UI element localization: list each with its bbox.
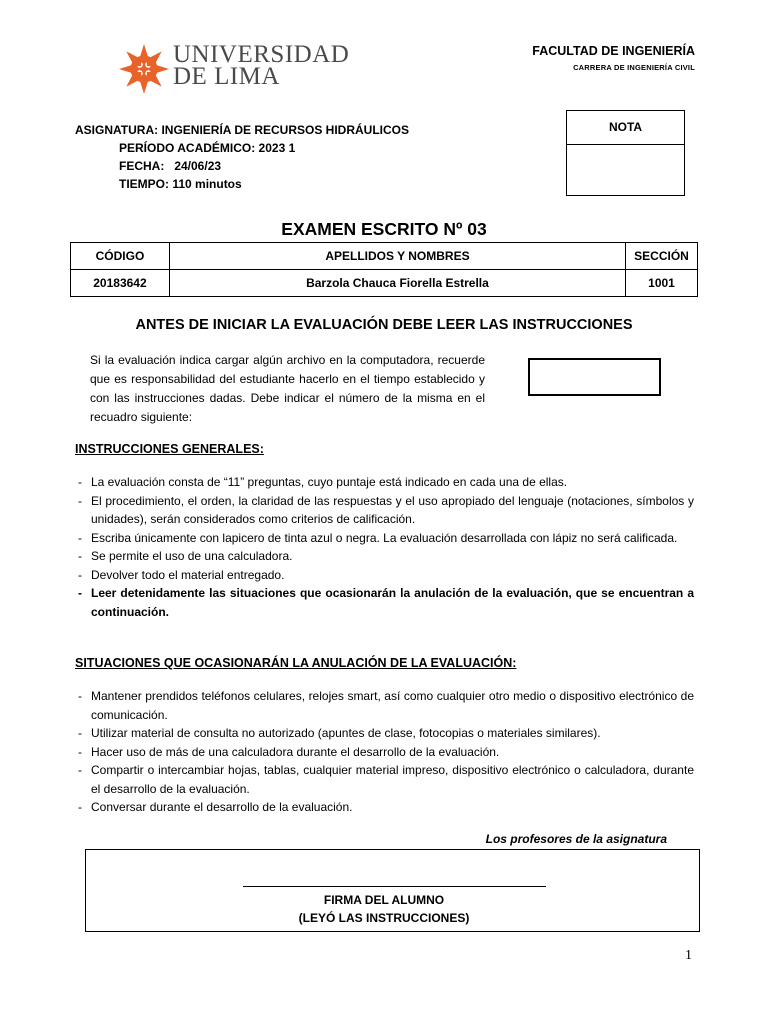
star-emblem-icon: [117, 42, 171, 96]
list-item: - Se permite el uso de una calculadora.: [78, 547, 694, 566]
signature-label: FIRMA DEL ALUMNO: [323, 893, 445, 907]
list-item: - Escriba únicamente con lapicero de tinta azul o negra. La evaluación desarrollada con lápiz no será calificada.: [78, 529, 694, 548]
logo-line-2: DE LIMA: [173, 63, 280, 90]
annulment-heading: SITUACIONES QUE OCASIONARÁN LA ANULACIÓN DE LA EVALUACIÓN:: [75, 656, 517, 670]
logo-wordmark: [173, 41, 350, 90]
exam-meta: [75, 121, 409, 193]
exam-title: EXAMEN ESCRITO Nº 03: [281, 219, 487, 239]
grade-label: NOTA: [567, 111, 684, 145]
student-id-table: [70, 242, 698, 297]
instructions-warning: ANTES DE INICIAR LA EVALUACIÓN DEBE LEER LAS INSTRUCCIONES: [135, 317, 633, 333]
faculty-name: FACULTAD DE INGENIERÍA: [532, 44, 695, 58]
list-item: - Hacer uso de más de una calculadora durante el desarrollo de la evaluación.: [78, 743, 694, 762]
list-item: - Utilizar material de consulta no autorizado (apuntes de clase, fotocopias o materiales similares).: [78, 724, 694, 743]
period-line: PERÍODO ACADÉMICO: 2023 1: [119, 141, 296, 155]
header-code: CÓDIGO: [71, 243, 170, 270]
general-instructions-list: [78, 473, 694, 621]
list-item: - Leer detenidamente las situaciones que ocasionarán la anulación de la evaluación, que se encuentran a continuación.: [78, 584, 694, 621]
student-section: 1001: [626, 270, 698, 297]
signature-line: [243, 886, 546, 887]
table-header-row: [71, 243, 698, 270]
list-item: - La evaluación consta de “11” preguntas, cuyo puntaje está indicado en cada una de ellas.: [78, 473, 694, 492]
general-instructions-heading: INSTRUCCIONES GENERALES:: [75, 442, 264, 456]
student-name: Barzola Chauca Fiorella Estrella: [169, 270, 625, 297]
list-item: - Devolver todo el material entregado.: [78, 566, 694, 585]
list-item: - El procedimiento, el orden, la claridad de las respuestas y el uso apropiado del lenguaje (notaciones, símbolos y unidades), serán considerados como criterios de calificación.: [78, 492, 694, 529]
header-section: SECCIÓN: [626, 243, 698, 270]
file-number-box: [528, 358, 661, 396]
career-name: CARRERA DE INGENIERÍA CIVIL: [573, 63, 695, 72]
signature-sublabel: (LEYÓ LAS INSTRUCCIONES): [298, 911, 470, 925]
faculty-block: [532, 44, 695, 72]
list-item: - Conversar durante el desarrollo de la evaluación.: [78, 798, 694, 817]
header-names: APELLIDOS Y NOMBRES: [169, 243, 625, 270]
list-item: - Mantener prendidos teléfonos celulares, relojes smart, así como cualquier otro medio o dispositivo electrónico de comunicación.: [78, 687, 694, 724]
student-code: 20183642: [71, 270, 170, 297]
course-line: ASIGNATURA: INGENIERÍA DE RECURSOS HIDRÁULICOS: [75, 123, 410, 137]
table-row: [71, 270, 698, 297]
list-item: - Compartir o intercambiar hojas, tablas, cualquier material impreso, dispositivo electrónico o calculadora, durante el desarrollo de la evaluación.: [78, 761, 694, 798]
logo-line-1: UNIVERSIDAD: [173, 41, 350, 68]
grade-box: [566, 110, 685, 196]
intro-paragraph: Si la evaluación indica cargar algún archivo en la computadora, recuerde que es responsabilidad del estudiante hacerlo en el tiempo establecido y con las instrucciones dadas. Debe indicar el número de la misma en el recuadro siguiente:: [90, 353, 485, 424]
professors-note: Los profesores de la asignatura: [485, 832, 667, 846]
annulment-list: [78, 687, 694, 817]
time-line: TIEMPO: 110 minutos: [119, 177, 242, 191]
date-line: FECHA: 24/06/23: [119, 159, 222, 173]
page-number: 1: [685, 948, 692, 963]
